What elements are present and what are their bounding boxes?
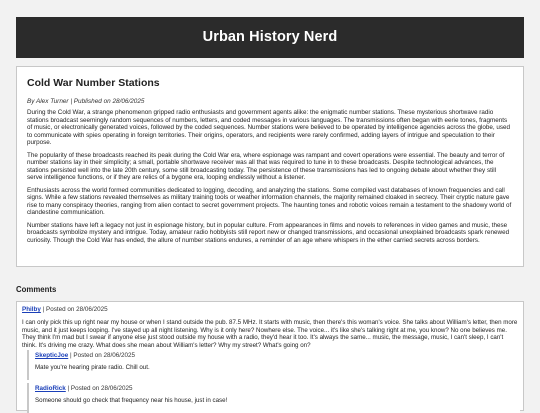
comment-meta: | Posted on 28/06/2025: [40, 306, 108, 313]
reply-meta: | Posted on 28/06/2025: [65, 385, 133, 392]
article-byline: By Alex Turner | Published on 28/06/2025: [27, 98, 145, 105]
comment-body: I can only pick this up right near my house or when I stand outside the pub. 87.5 MHz. It starts with music, then there's this woman's voice. She talks about William's letter, then more music, and it just keeps looping. I've stayed up all night listening. Why is it only here? Nowhere else. The voice... it's like she's talking right at me, you know? No one believes me. They think I'm mad but I swear if anyone else just stood outside my house with a radio, they'd hear it too. It's always the same... music, the message, music, I can't sleep, I can't think. It's driving me crazy. What does she mean about William's letter? Why my street? What's going on?: [22, 319, 518, 349]
reply-author-link[interactable]: RadioRick: [35, 385, 66, 392]
comment-reply: [27, 350, 520, 380]
article-paragraph: During the Cold War, a strange phenomenon gripped radio enthusiasts and government agents alike: the enigmatic number stations. These mysterious shortwave radio stations broadcast seemingly random sequences of numbers, letters, and coded messages in various languages. The transmissions often began with eerie tones, fragments of music, or electronically generated voices, followed by the coded sequences. Number stations were believed to be operated by intelligence agencies across the globe, used to communicate with spies operating in foreign territories. Their origins, operators, and recipients were rarely confirmed, adding layers of intrigue and speculation to their purpose.: [27, 109, 511, 147]
reply-author-link[interactable]: SkepticJoe: [35, 352, 69, 359]
reply-header: [35, 352, 514, 359]
comments-heading: Comments: [16, 285, 57, 294]
site-title: Urban History Nerd: [202, 29, 338, 45]
article-paragraph: Number stations have left a legacy not just in espionage history, but in popular culture. From appearances in films and novels to references in video games and music, these broadcasts symbolize mystery and intrigue. Today, amateur radio hobbyists still report new or changed transmissions, and occasional unexplained broadcasts spark renewed curiosity. Though the Cold War has ended, the allure of number stations endures, a reminder of an age where whispers in the ether carried secrets across borders.: [27, 221, 510, 244]
comment-header: [22, 306, 518, 313]
article-paragraph: Enthusiasts across the world formed communities dedicated to logging, decoding, and analyzing the stations. Some compiled vast databases of known frequencies and call signs. While a few stations revealed themselves as military training tools or weather information channels, the majority remained cloaked in secrecy. Their cryptic nature gave rise to many conspiracy theories, ranging from alien contact to secret government projects. The haunting tones and robotic voices remain a testament to the shadowy world of clandestine communication.: [27, 186, 512, 217]
reply-header: [35, 385, 514, 392]
comment-reply: [27, 383, 520, 413]
reply-meta: | Posted on 28/06/2025: [68, 352, 136, 359]
comment: [16, 301, 524, 411]
article-paragraph: The popularity of these broadcasts reached its peak during the Cold War era, where espionage was rampant and covert operations were essential. The beauty and terror of number stations lay in their simplicity; a small, portable shortwave receiver was all that was required to tune in to these broadcasts. Despite technological advances, the stations persisted well into the late 20th century, some still broadcasting today. The persistence of these transmissions has led to ongoing debate about whether they still serve intelligence functions, or if they are relics of a bygone era, looping endlessly without a listener.: [27, 151, 505, 182]
reply-body: Someone should go check that frequency near his house, just in case!: [35, 397, 228, 404]
article: [16, 66, 524, 267]
site-header: [16, 17, 524, 58]
comment-author-link[interactable]: Philby: [22, 306, 41, 313]
reply-body: Mate you're hearing pirate radio. Chill out.: [35, 364, 150, 371]
article-title: Cold War Number Stations: [27, 77, 160, 89]
